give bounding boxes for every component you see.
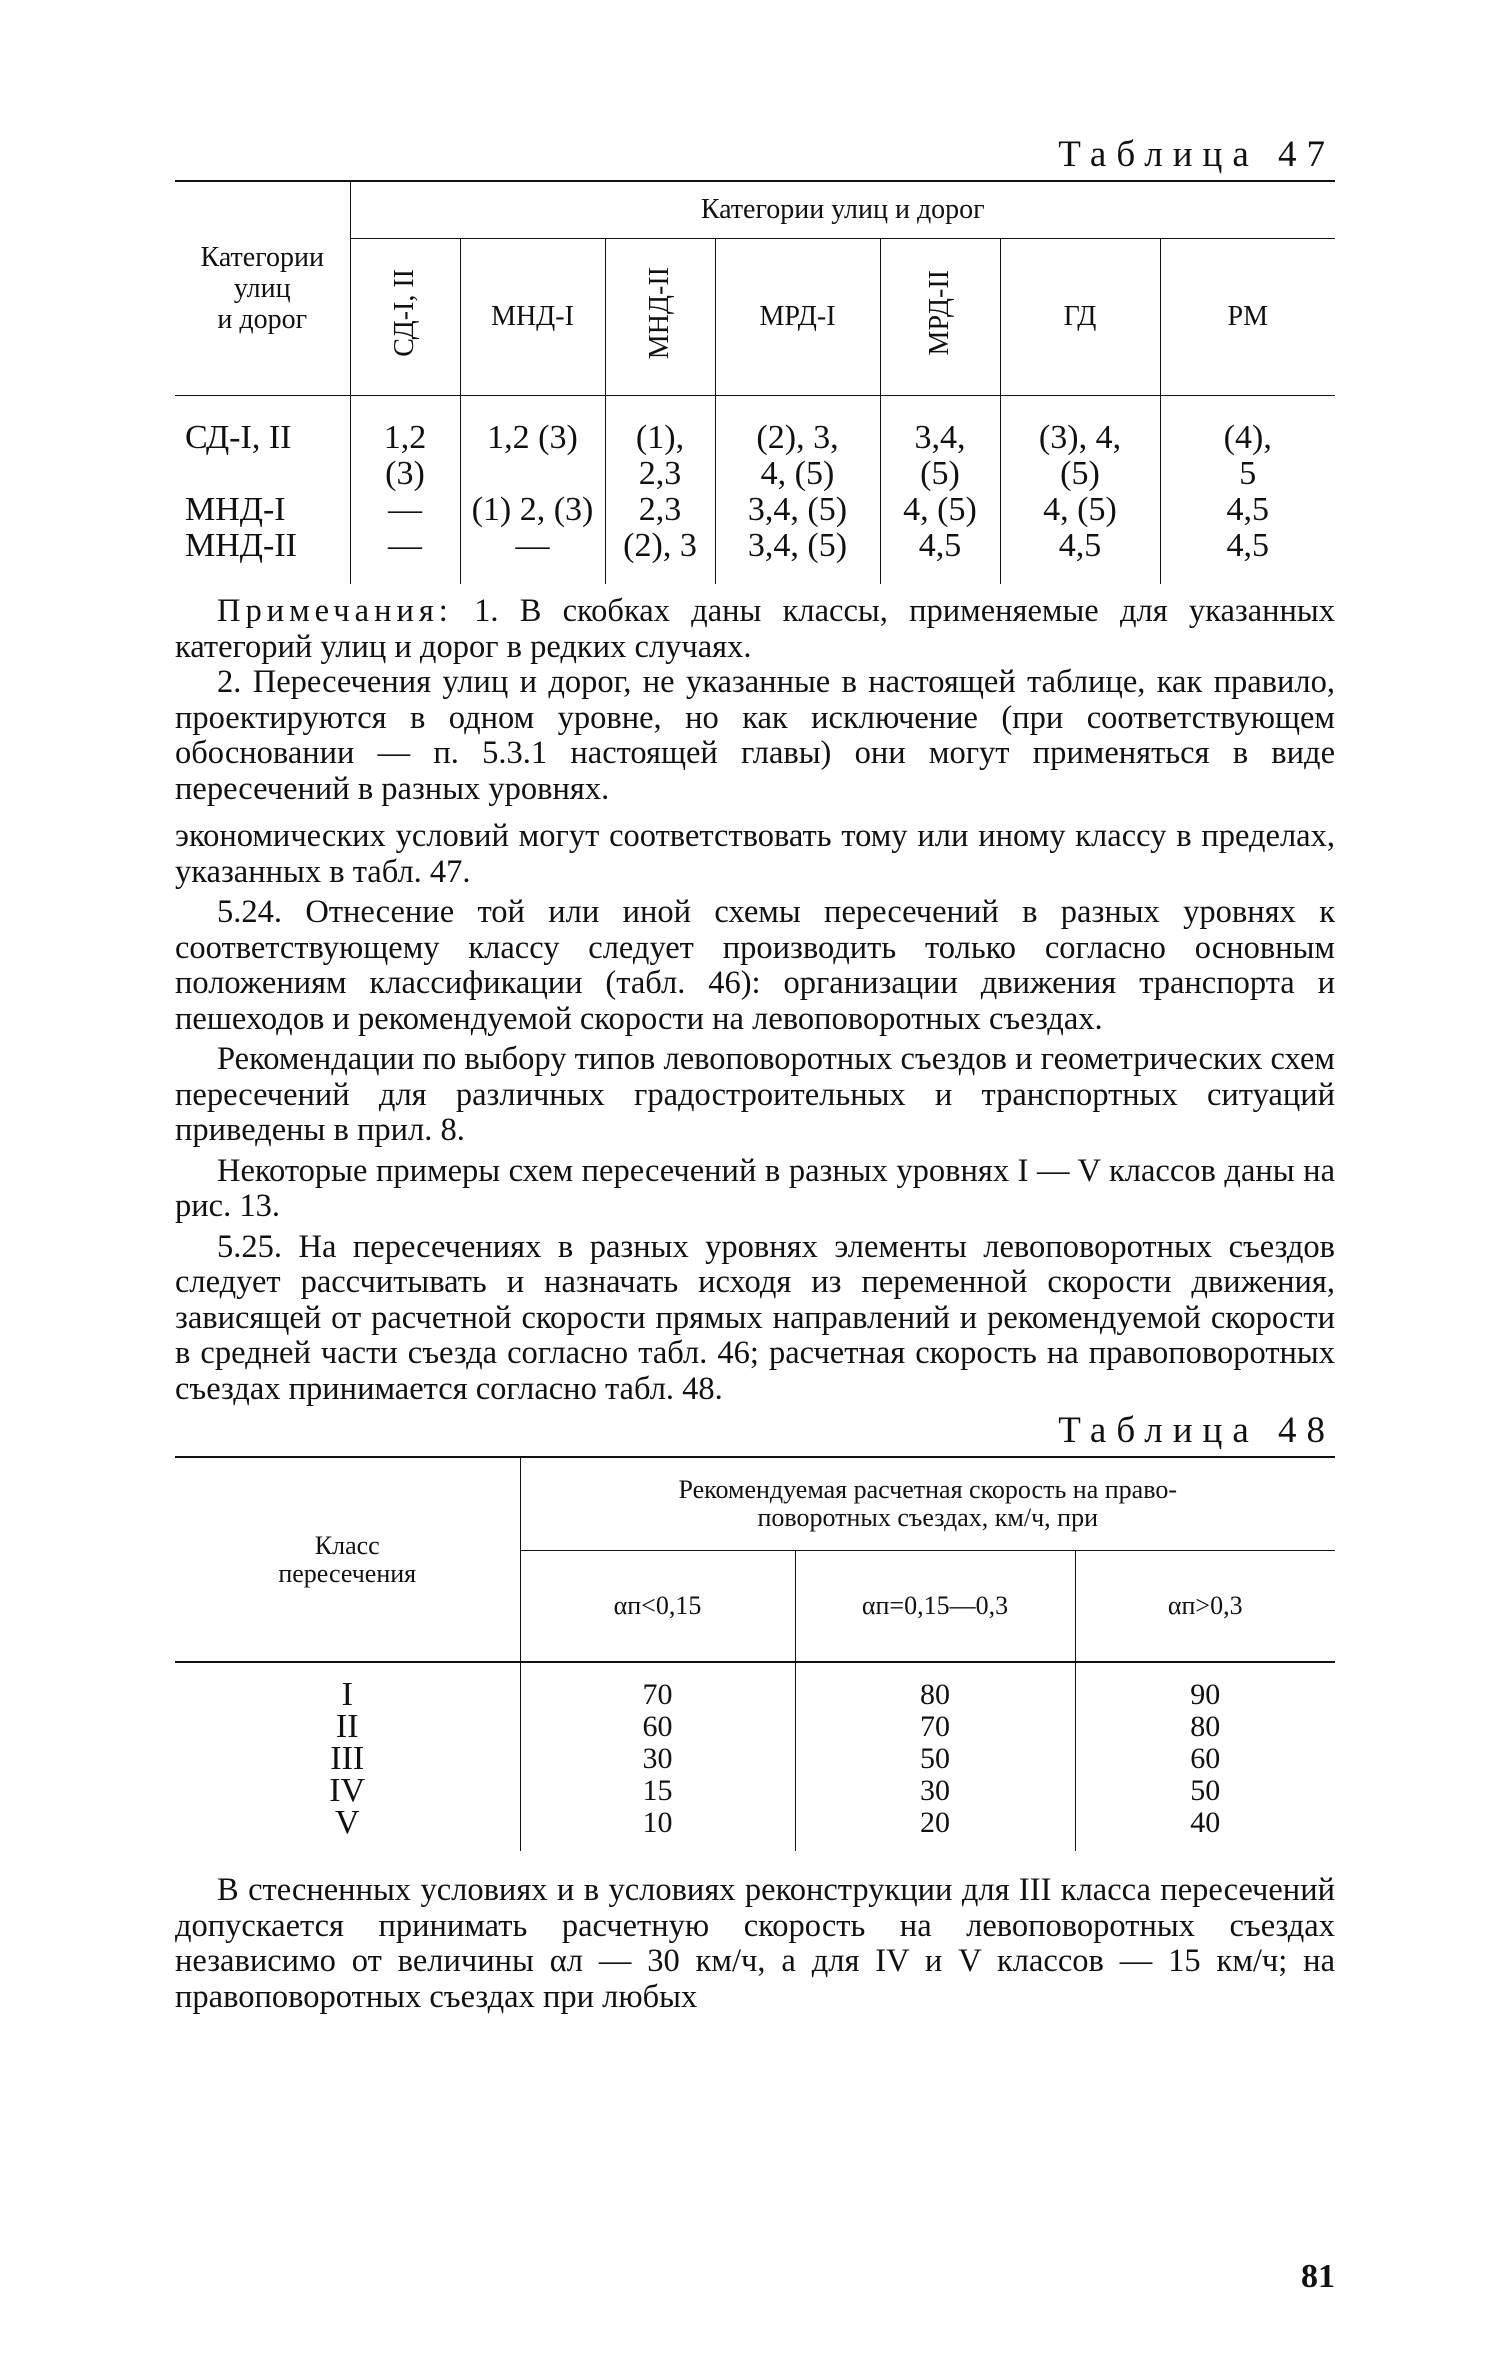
- table-cell: 4,5: [880, 528, 1000, 584]
- table-cell: 5: [1160, 456, 1335, 492]
- table48-col-header: αп<0,15: [520, 1551, 795, 1663]
- table-cell: 60: [1075, 1743, 1335, 1775]
- table47-col-header: МНД-I: [460, 239, 605, 396]
- table-cell: 1,2: [350, 396, 460, 457]
- paragraph: 5.24. Отнесение той или иной схемы пересечений в разных уровнях к соответствующему классу следует производить только согласно основным положениям классификации (табл. 46): организации движения транспорта и пешеходов и рекомендуемой скорости на левоповоротных съездах.: [175, 894, 1335, 1037]
- body-text: [175, 819, 1335, 1407]
- table-cell: 4,5: [1160, 528, 1335, 584]
- row-label: МНД-II: [185, 527, 297, 564]
- table-cell: 4,5: [1160, 492, 1335, 528]
- table-row: [175, 1775, 1335, 1807]
- table-cell: 2,3: [605, 456, 715, 492]
- table-cell: 70: [795, 1711, 1075, 1743]
- table-cell: 15: [520, 1775, 795, 1807]
- table-row: [175, 528, 1335, 584]
- table47-col-header: МРД-I: [715, 239, 880, 396]
- table-cell: 80: [795, 1662, 1075, 1711]
- table-cell: 2,3: [605, 492, 715, 528]
- table48-col-header: αп>0,3: [1075, 1551, 1335, 1663]
- row-label: СД-I, II: [185, 419, 292, 456]
- row-label: III: [330, 1740, 365, 1777]
- page-number: 81: [1301, 2258, 1335, 2295]
- table-cell: 4, (5): [715, 456, 880, 492]
- table-row: [175, 1662, 1335, 1711]
- paragraph: экономических условий могут соответствовать тому или иному классу в пределах, указанных в табл. 47.: [175, 818, 1335, 890]
- table48-caption: Таблица 48: [1058, 1410, 1335, 1451]
- table-row: [175, 1807, 1335, 1851]
- table47-col-header: ГД: [1000, 239, 1160, 396]
- table-cell: 4, (5): [1000, 492, 1160, 528]
- row-label: [175, 456, 350, 492]
- table-cell: (1) 2, (3): [460, 492, 605, 528]
- table47-col-header: РМ: [1160, 239, 1335, 396]
- table-cell: 30: [520, 1743, 795, 1775]
- table-cell: (4),: [1160, 396, 1335, 457]
- table47-col-header: МНД-II: [605, 239, 715, 396]
- table-cell: —: [350, 528, 460, 584]
- table-row: [175, 1711, 1335, 1743]
- table-cell: 90: [1075, 1662, 1335, 1711]
- table-cell: 30: [795, 1775, 1075, 1807]
- row-label: IV: [329, 1772, 366, 1809]
- table-cell: 70: [520, 1662, 795, 1711]
- paragraph: 5.25. На пересечениях в разных уровнях элементы левоповоротных съездов следует рассчитывать и назначать исходя из переменной скорости движения, зависящей от расчетной скорости прямых направлений и рекомендуемой скорости в средней части съезда согласно табл. 46; расчетная скорость на правоповоротных съездах принимается согласно табл. 48.: [175, 1228, 1335, 1407]
- table-cell: 4,5: [1000, 528, 1160, 584]
- table-cell: 80: [1075, 1711, 1335, 1743]
- table48-group-header: Рекомендуемая расчетная скорость на право- поворотных съездах, км/ч, при: [520, 1457, 1335, 1551]
- table47-col-header: СД-I, II: [350, 239, 460, 396]
- table-cell: 50: [795, 1743, 1075, 1775]
- table-cell: 10: [520, 1807, 795, 1851]
- table-cell: (2), 3: [605, 528, 715, 584]
- table-cell: (5): [1000, 456, 1160, 492]
- table-cell: 60: [520, 1711, 795, 1743]
- table-cell: 3,4,: [880, 396, 1000, 457]
- table47-group-header: Категории улиц и дорог: [350, 181, 1335, 239]
- table-cell: 4, (5): [880, 492, 1000, 528]
- notes-lead: Примечания:: [217, 593, 453, 629]
- table-cell: —: [460, 528, 605, 584]
- page: [175, 130, 1335, 2020]
- note-1: Примечания: 1. В скобках даны классы, применяемые для указанных категорий улиц и дорог в редких случаях.: [175, 593, 1336, 665]
- table-cell: (2), 3,: [715, 396, 880, 457]
- body-text-after: [175, 1873, 1335, 2015]
- table48-rowhead: Класс пересечения: [175, 1457, 520, 1662]
- row-label: МНД-I: [185, 491, 286, 528]
- table-cell: —: [350, 492, 460, 528]
- table48: [175, 1456, 1335, 1851]
- table-cell: 20: [795, 1807, 1075, 1851]
- table-cell: 50: [1075, 1775, 1335, 1807]
- paragraph: Некоторые примеры схем пересечений в разных уровнях I — V классов даны на рис. 13.: [175, 1152, 1335, 1224]
- table-row: [175, 492, 1335, 528]
- table-cell: (3): [350, 456, 460, 492]
- table-row: [175, 456, 1335, 492]
- table-cell: 40: [1075, 1807, 1335, 1851]
- table47: [175, 180, 1335, 584]
- paragraph: Рекомендации по выбору типов левоповоротных съездов и геометрических схем пересечений для различных градостроительных и транспортных ситуаций приведены в прил. 8.: [175, 1041, 1335, 1148]
- table-cell: 3,4, (5): [715, 492, 880, 528]
- note-2: 2. Пересечения улиц и дорог, не указанные в настоящей таблице, как правило, проектируются в одном уровне, но как исключение (при соответствующем обосновании — п. 5.3.1 настоящей главы) они могут применяться в виде пересечений в разных уровнях.: [175, 664, 1335, 807]
- table-cell: (1),: [605, 396, 715, 457]
- table-cell: 3,4, (5): [715, 528, 880, 584]
- row-label: II: [335, 1708, 359, 1745]
- table-cell: (5): [880, 456, 1000, 492]
- table-cell: 1,2 (3): [460, 396, 605, 457]
- table-row: [175, 396, 1335, 457]
- row-label: I: [341, 1676, 353, 1713]
- row-label: V: [334, 1804, 360, 1841]
- table48-col-header: αп=0,15—0,3: [795, 1551, 1075, 1663]
- table47-caption: Таблица 47: [1058, 134, 1335, 175]
- table47-col-header: МРД-II: [880, 239, 1000, 396]
- table-row: [175, 1743, 1335, 1775]
- table47-notes: [175, 594, 1335, 807]
- table-cell: (3), 4,: [1000, 396, 1160, 457]
- table47-rowhead: Категории улиц и дорог: [175, 181, 350, 396]
- table-cell: [460, 456, 605, 492]
- paragraph: В стесненных условиях и в условиях реконструкции для III класса пересечений допускается принимать расчетную скорость на левоповоротных съездах независимо от величины αл — 30 км/ч, а для IV и V классов — 15 км/ч; на правоповоротных съездах при любых: [175, 1872, 1335, 2015]
